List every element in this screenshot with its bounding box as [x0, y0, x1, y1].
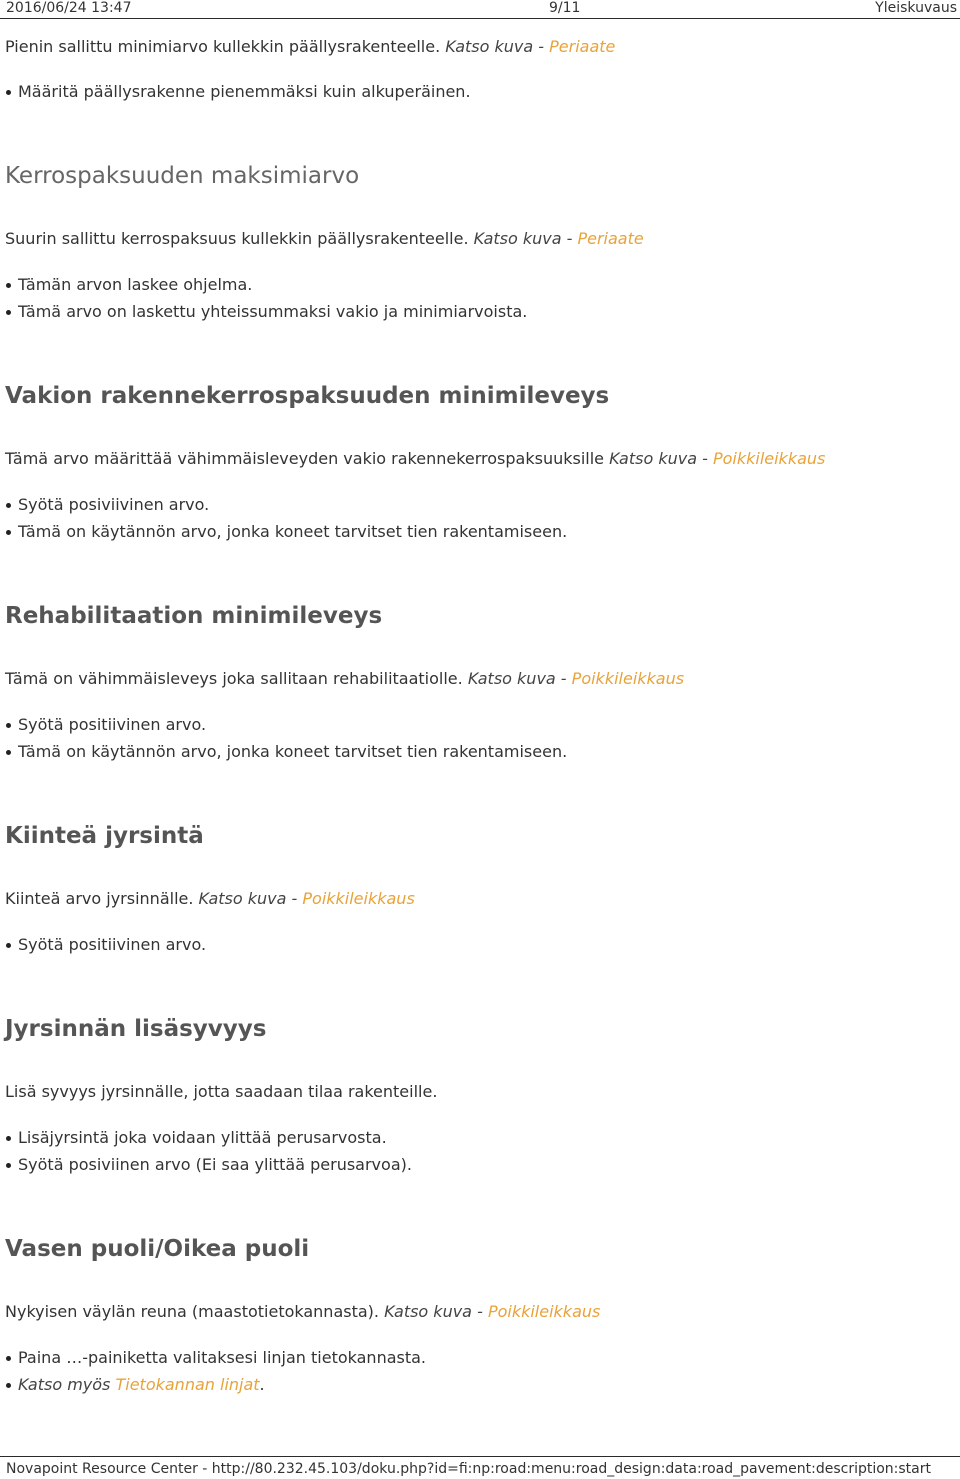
poikkileikkaus-link[interactable]: Poikkileikkaus — [571, 669, 685, 688]
page-header — [0, 0, 960, 19]
section-heading: Rehabilitaation minimileveys — [5, 603, 383, 629]
footer-source-url: Novapoint Resource Center - http://80.232.45.103/doku.php?id=fi:np:road:menu:road_design:data:road_pavement:description:start — [6, 1461, 931, 1477]
section-paragraph — [5, 228, 644, 250]
section-paragraph — [5, 668, 684, 690]
periaate-link[interactable]: Periaate — [549, 37, 616, 56]
list-item-text: Syötä positiivinen arvo. — [18, 715, 207, 734]
section-heading: Jyrsinnän lisäsyvyys — [5, 1016, 267, 1042]
list-item-text: Syötä posiviinen arvo (Ei saa ylittää perusarvoa). — [18, 1155, 412, 1174]
list-item — [18, 741, 567, 763]
see-figure-label: Katso kuva — [445, 37, 534, 56]
section-text: Tämä on vähimmäisleveys joka sallitaan rehabilitaatiolle. — [5, 669, 463, 688]
list-item-text: Paina …-painiketta valitaksesi linjan tietokannasta. — [18, 1348, 427, 1367]
bullet-icon — [6, 1383, 11, 1388]
page-footer — [0, 1456, 960, 1479]
list-item-text: Lisäjyrsintä joka voidaan ylittää perusarvosta. — [18, 1128, 387, 1147]
separator: - — [471, 1302, 488, 1321]
list-item-text: Syötä positiivinen arvo. — [18, 935, 207, 954]
section-text: Suurin sallittu kerrospaksuus kullekkin päällysrakenteelle. — [5, 229, 469, 248]
list-item — [18, 1347, 426, 1369]
section-paragraph — [5, 448, 825, 470]
tietokannan-linjat-link[interactable]: Tietokannan linjat — [115, 1375, 260, 1394]
print-date: 2016/06/24 13:47 — [6, 0, 132, 16]
period: . — [259, 1375, 265, 1394]
section-text: Tämä arvo määrittää vähimmäisleveyden vakio rakennekerrospaksuuksille — [5, 449, 605, 468]
section-heading: Vasen puoli/Oikea puoli — [5, 1236, 310, 1262]
poikkileikkaus-link[interactable]: Poikkileikkaus — [487, 1302, 601, 1321]
list-item — [18, 934, 206, 956]
bullet-icon — [6, 283, 11, 288]
see-figure-label: Katso kuva — [198, 889, 287, 908]
bullet-icon — [6, 530, 11, 535]
section-heading: Kerrospaksuuden maksimiarvo — [5, 163, 360, 189]
bullet-icon — [6, 723, 11, 728]
bullet-icon — [6, 750, 11, 755]
list-item-text: Määritä päällysrakenne pienemmäksi kuin alkuperäinen. — [18, 82, 471, 101]
page-number: 9/11 — [549, 0, 581, 16]
see-figure-label: Katso kuva — [473, 229, 562, 248]
poikkileikkaus-link[interactable]: Poikkileikkaus — [712, 449, 826, 468]
list-item — [18, 1374, 265, 1396]
bullet-icon — [6, 1136, 11, 1141]
section-text: Kiinteä arvo jyrsinnälle. — [5, 889, 194, 908]
section-text: Lisä syvyys jyrsinnälle, jotta saadaan tilaa rakenteille. — [5, 1082, 438, 1101]
section-text: Nykyisen väylän reuna (maastotietokannasta). — [5, 1302, 379, 1321]
list-item — [18, 1154, 412, 1176]
bullet-icon — [6, 1163, 11, 1168]
see-figure-label: Katso kuva — [609, 449, 697, 468]
list-item — [18, 521, 567, 543]
poikkileikkaus-link[interactable]: Poikkileikkaus — [302, 889, 415, 908]
intro-text: Pienin sallittu minimiarvo kullekkin päällysrakenteelle. — [5, 37, 441, 56]
list-item — [18, 494, 209, 516]
separator: - — [286, 889, 303, 908]
separator: - — [533, 37, 550, 56]
separator: - — [697, 449, 713, 468]
separator: - — [555, 669, 572, 688]
list-item — [18, 1127, 387, 1149]
see-figure-label: Katso kuva — [467, 669, 556, 688]
list-item-text: Syötä posiviivinen arvo. — [18, 495, 210, 514]
list-item — [18, 81, 471, 103]
bullet-icon — [6, 90, 11, 95]
see-figure-label: Katso kuva — [384, 1302, 472, 1321]
periaate-link[interactable]: Periaate — [577, 229, 644, 248]
section-name: Yleiskuvaus — [875, 0, 957, 16]
bullet-icon — [6, 943, 11, 948]
list-item-text: Tämän arvon laskee ohjelma. — [18, 275, 253, 294]
bullet-icon — [6, 503, 11, 508]
list-item — [18, 301, 527, 323]
intro-paragraph — [5, 36, 615, 58]
list-item — [18, 274, 252, 296]
bullet-icon — [6, 1356, 11, 1361]
section-paragraph — [5, 1081, 437, 1103]
section-paragraph — [5, 1301, 600, 1323]
separator: - — [561, 229, 578, 248]
bullet-icon — [6, 310, 11, 315]
section-heading: Vakion rakennekerrospaksuuden minimileveys — [5, 383, 610, 409]
list-item — [18, 714, 206, 736]
list-item-text: Tämä arvo on laskettu yhteissummaksi vakio ja minimiarvoista. — [18, 302, 528, 321]
section-paragraph — [5, 888, 415, 910]
list-item-text: Tämä on käytännön arvo, jonka koneet tarvitset tien rakentamiseen. — [18, 522, 568, 541]
section-heading: Kiinteä jyrsintä — [5, 823, 204, 849]
list-item-text: Tämä on käytännön arvo, jonka koneet tarvitset tien rakentamiseen. — [18, 742, 568, 761]
see-also-label: Katso myös — [18, 1375, 111, 1394]
